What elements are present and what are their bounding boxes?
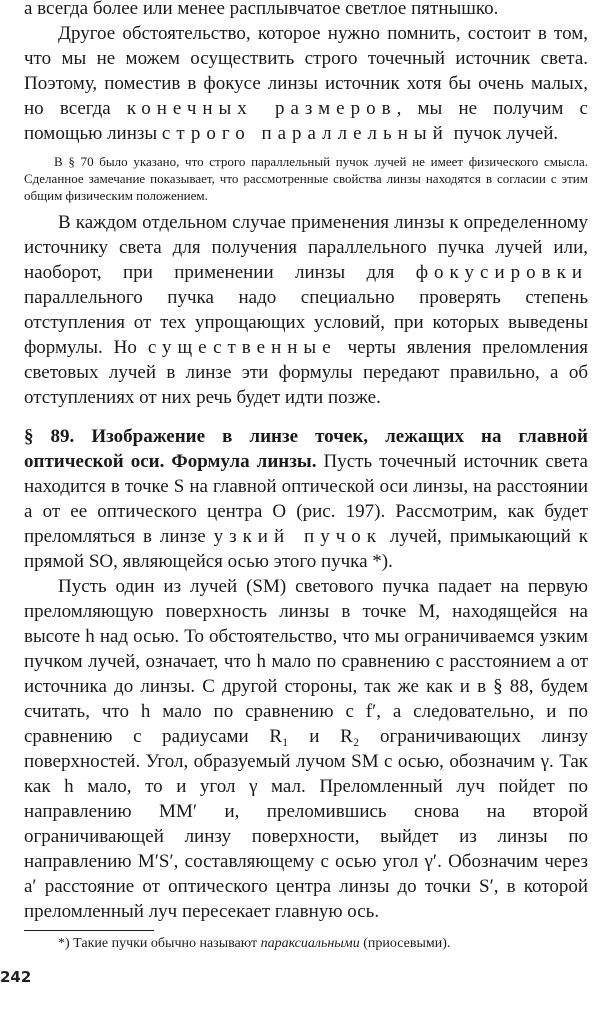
section-number: § 89.: [24, 426, 75, 447]
text-run: В каждом отдельном случае применения линзы к определенному источнику света для получения параллельного пучка лучей или, наоборот, при применении линзы для: [24, 212, 588, 283]
text-run: черты явления преломления световых лучей в линзе эти формулы передают правильно, а об отступлениях от них речь будет идти позже.: [24, 337, 588, 408]
spaced-emphasis: существенные: [147, 337, 337, 358]
text-run: параллельного пучка надо специально проверять степень отступления от тех упрощающих условий, при которых выведены формулы. Но: [24, 287, 588, 358]
spaced-emphasis: конечных размеров: [126, 98, 397, 119]
spaced-emphasis: узкий пучок: [213, 526, 382, 547]
page-number: 242: [0, 968, 32, 986]
page-body: [24, 0, 588, 953]
section-heading: Изображение в линзе точек, лежащих на главной оптической оси. Формула линзы.: [24, 426, 588, 472]
paragraph-point-source: [24, 21, 588, 146]
footnote-emphasis: параксиальными: [260, 936, 360, 951]
text-run: , мы не получим с помощью линзы: [24, 98, 588, 144]
small-print-note: В § 70 было указано, что строго параллельный пучок лучей не имеет физического смысла. Сделанное замечание показывает, что рассмотренные свойства линзы находятся в согласии с этим общим физическим положением.: [24, 154, 588, 203]
text-run: пучок лучей.: [448, 123, 559, 144]
spaced-emphasis: фокусировки: [415, 262, 588, 283]
footnote-divider: [24, 930, 154, 931]
text-run: *) Такие пучки обычно называют: [58, 936, 261, 951]
text-run: Пусть точечный источник света находится в точке S на главной оптической оси линзы, на расстоянии a от ее оптического центра O (рис. 197). Рассмотрим, как будет преломляться в линзе: [24, 451, 588, 547]
text-run: лучей, примыкающий к прямой SO, являющейся осью этого пучка *).: [24, 526, 588, 572]
paragraph-ray-sm: Пусть один из лучей (SM) светового пучка падает на первую преломляющую поверхность линзы в точке M, находящейся на высоте h над осью. То обстоятельство, что мы ограничиваемся узким пучком лучей, означает, что h мало по сравнению с расстоянием a от источника до линзы. С другой стороны, так же как и в § 88, будем считать, что h мало по сравнению с f′, а следовательно, и по сравнению с радиусами R₁ и R₂ ограничивающих линзу поверхностей. Угол, образуемый лучом SM с осью, обозначим γ. Так как h мало, то и угол γ мал. Преломленный луч пойдет по направлению MM′ и, преломившись снова на второй ограничивающей линзу поверхности, выйдет из линзы по направлению M′S′, составляющему с осью угол γ′. Обозначим через a′ расстояние от оптического центра линзы до точки S′, в которой преломленный луч пересекает главную ось.: [24, 576, 588, 922]
spaced-emphasis: строго параллельный: [161, 123, 449, 144]
paragraph-each-case: [24, 210, 588, 410]
section-89-paragraph: [24, 424, 588, 574]
paragraph-intro: а всегда более или менее расплывчатое светлое пятнышко.: [24, 0, 499, 19]
text-run: (приосевыми).: [359, 936, 451, 951]
text-run: Другое обстоятельство, которое нужно помнить, состоит в том, что мы не можем осуществить строго точечный источник света. Поэтому, поместив в фокусе линзы источник хотя бы очень малых, но всегда: [24, 23, 588, 119]
footnote: [24, 935, 588, 953]
